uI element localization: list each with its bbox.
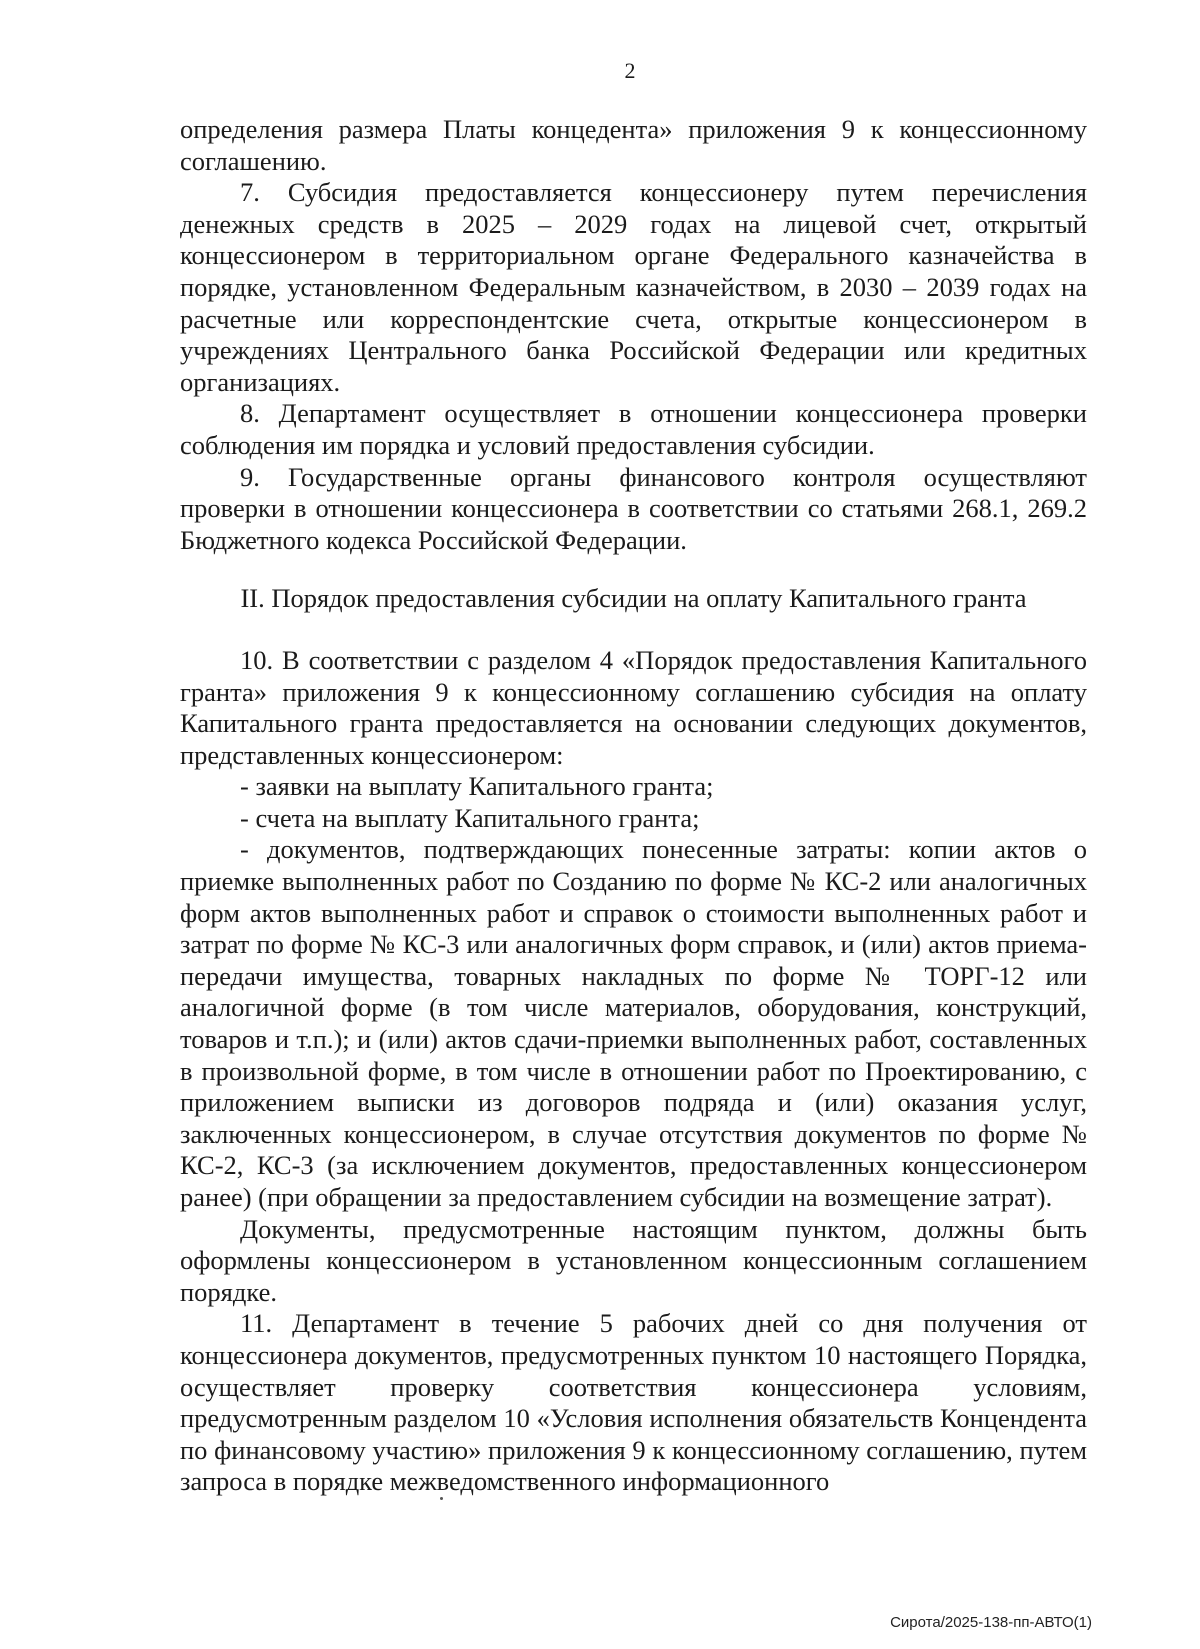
- section-heading: II. Порядок предоставления субсидии на оплату Капитального гранта: [240, 583, 1027, 614]
- paragraph-item-8: 8. Департамент осуществляет в отношении концессионера проверки соблюдения им порядка и условий предоставления субсидии.: [180, 398, 1087, 460]
- paragraph-item-7: 7. Субсидия предоставляется концессионеру путем перечисления денежных средств в 2025 – 2029 годах на лицевой счет, открытый концессионером в территориальном органе Федерального казначейства в порядке, установленном Федеральным казначейством, в 2030 – 2039 годах на расчетные или корреспондентские счета, открытые концессионером в учреждениях Центрального банка Российской Федерации или кредитных организациях.: [180, 177, 1087, 397]
- document-body: [180, 114, 1087, 1498]
- paragraph-continuation: определения размера Платы концедента» приложения 9 к концессионному соглашению.: [180, 114, 1087, 176]
- scan-speck: [440, 1497, 443, 1500]
- paragraph-item-9: 9. Государственные органы финансового контроля осуществляют проверки в отношении концессионера в соответствии со статьями 268.1, 269.2 Бюджетного кодекса Российской Федерации.: [180, 461, 1087, 555]
- paragraph-item-11: 11. Департамент в течение 5 рабочих дней со дня получения от концессионера документов, предусмотренных пунктом 10 настоящего Порядка, осуществляет проверку соответствия концессионера условиям, предусмотренным разделом 10 «Условия исполнения обязательств Концендента по финансовому участию» приложения 9 к концессионному соглашению, путем запроса в порядке межведомственного информационного: [180, 1308, 1087, 1497]
- list-item-invoice: - счета на выплату Капитального гранта;: [240, 802, 700, 833]
- paragraph-documents-formatting: Документы, предусмотренные настоящим пунктом, должны быть оформлены концессионером в установленном концессионным соглашением порядке.: [180, 1213, 1087, 1307]
- document-footer-code: Сирота/2025-138-пп-АВТО(1): [890, 1614, 1092, 1631]
- list-item-cost-documents: - документов, подтверждающих понесенные затраты: копии актов о приемке выполненных работ по Созданию по форме № КС-2 или аналогичных форм актов выполненных работ и справок о стоимости выполненных работ и затрат по форме № КС-3 или аналогичных форм справок, и (или) актов приема-передачи имущества, товарных накладных по форме № ТОРГ-12 или аналогичной форме (в том числе материалов, оборудования, конструкций, товаров и т.п.); и (или) актов сдачи-приемки выполненных работ, составленных в произвольной форме, в том числе в отношении работ по Проектированию, с приложением выписки из договоров подряда и (или) оказания услуг, заключенных концессионером, в случае отсутствия документов по форме № КС-2, КС-3 (за исключением документов, предоставленных концессионером ранее) (при обращении за предоставлением субсидии на возмещение затрат).: [180, 834, 1087, 1212]
- paragraph-item-10: 10. В соответствии с разделом 4 «Порядок предоставления Капитального гранта» приложения 9 к концессионному соглашению субсидия на оплату Капитального гранта предоставляется на основании следующих документов, представленных концессионером:: [180, 644, 1087, 770]
- page-number: 2: [624, 58, 636, 83]
- list-item-application: - заявки на выплату Капитального гранта;: [240, 771, 714, 802]
